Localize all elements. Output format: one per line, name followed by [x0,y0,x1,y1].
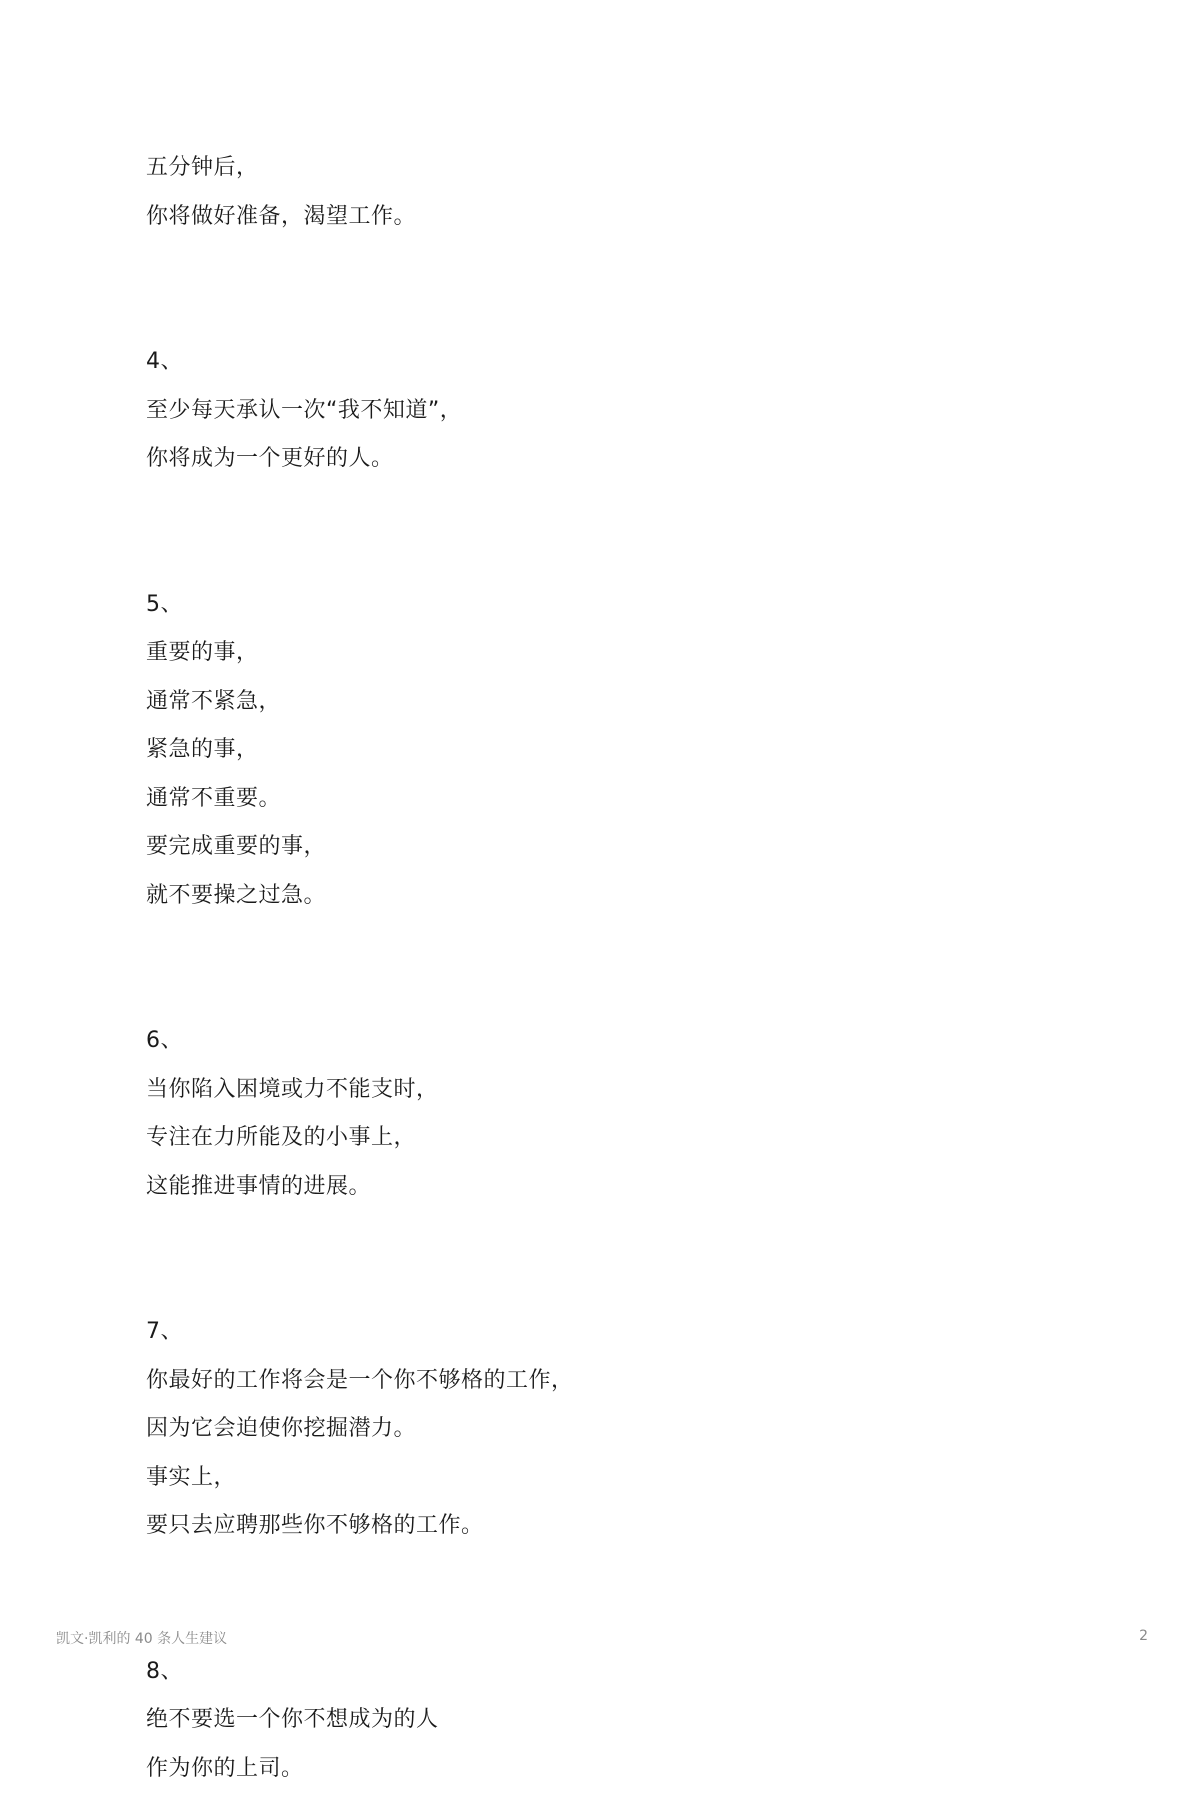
paragraph-spacer [146,484,1106,581]
page-number: 2 [1139,1628,1148,1644]
advice-line: 你最好的工作将会是一个你不够格的工作， [146,1357,1106,1406]
advice-item [146,1308,1106,1551]
advice-number: 7、 [146,1308,1106,1357]
advice-item [146,1017,1106,1211]
advice-line: 紧急的事， [146,726,1106,775]
advice-item [146,1648,1106,1793]
advice-line: 因为它会迫使你挖掘潜力。 [146,1405,1106,1454]
advice-line: 当你陷入困境或力不能支时， [146,1066,1106,1115]
advice-line: 通常不紧急， [146,678,1106,727]
advice-line: 通常不重要。 [146,775,1106,824]
advice-line: 你将做好准备，渴望工作。 [146,193,1106,242]
document-body [146,144,1106,1793]
advice-number: 5、 [146,581,1106,630]
advice-line: 就不要操之过急。 [146,872,1106,921]
footer-title: 凯文·凯利的 40 条人生建议 [56,1628,227,1648]
paragraph-spacer [146,241,1106,338]
advice-item [146,144,1106,241]
advice-line: 这能推进事情的进展。 [146,1163,1106,1212]
paragraph-spacer [146,1211,1106,1308]
advice-line: 作为你的上司。 [146,1745,1106,1793]
advice-number: 8、 [146,1648,1106,1697]
advice-line: 至少每天承认一次“我不知道”， [146,387,1106,436]
advice-line: 五分钟后， [146,144,1106,193]
advice-item [146,581,1106,921]
advice-line: 专注在力所能及的小事上， [146,1114,1106,1163]
advice-line: 重要的事， [146,629,1106,678]
advice-line: 要只去应聘那些你不够格的工作。 [146,1502,1106,1551]
advice-line: 绝不要选一个你不想成为的人 [146,1696,1106,1745]
advice-number: 6、 [146,1017,1106,1066]
advice-line: 事实上， [146,1454,1106,1503]
advice-item [146,338,1106,484]
advice-number: 4、 [146,338,1106,387]
advice-line: 你将成为一个更好的人。 [146,435,1106,484]
advice-line: 要完成重要的事， [146,823,1106,872]
page-footer [56,1628,1148,1648]
paragraph-spacer [146,920,1106,1017]
